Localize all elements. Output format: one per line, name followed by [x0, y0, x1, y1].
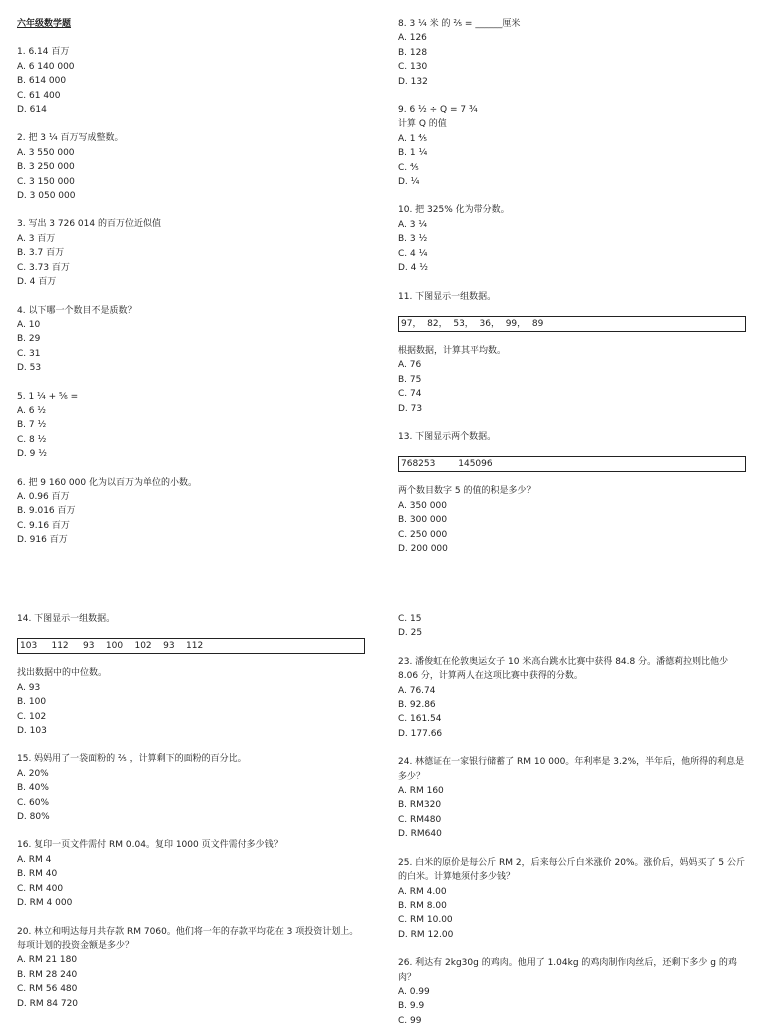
option: C. 3.73 百万 — [17, 262, 70, 273]
option: D. 25 — [398, 628, 423, 639]
option: D. RM 84 720 — [17, 998, 79, 1009]
option: C. 61 400 — [17, 90, 61, 101]
option: A. 76.74 — [398, 685, 436, 696]
option: A. 93 — [17, 682, 41, 693]
option: D. 177.66 — [398, 728, 443, 739]
question-text: 24. 林德证在一家银行储蓄了 RM 10 000。年利率是 3.2%，半年后，他所得的利息是多少？ — [398, 757, 745, 782]
option: B. RM320 — [398, 800, 442, 811]
option: C. 74 — [398, 389, 422, 400]
option: C. RM 400 — [17, 883, 64, 894]
option: B. 7 ¹⁄₂ — [17, 420, 47, 431]
question-3 — [17, 217, 367, 289]
option: D. 53 — [17, 363, 42, 374]
question-16 — [17, 838, 367, 910]
question-text: 8. 3 ¹⁄₄ 米 的 ²⁄₅ = ______厘米 — [398, 19, 521, 29]
question-14 — [17, 612, 367, 738]
option: C. 8 ¹⁄₂ — [17, 434, 47, 445]
option: D. 80% — [17, 812, 50, 823]
option: C. 130 — [398, 62, 428, 73]
option: B. 3 ¹⁄₂ — [398, 234, 428, 245]
option: B. 614 000 — [17, 76, 67, 87]
option: A. 6 ¹⁄₂ — [17, 405, 47, 416]
question-text: 1. 6.14 百万 — [17, 47, 70, 58]
option: A. 3 ¹⁄₄ — [398, 219, 428, 230]
option: A. 1 ⁴⁄₅ — [398, 133, 428, 144]
option: C. 60% — [17, 797, 50, 808]
option: D. 4 ¹⁄₂ — [398, 263, 428, 274]
option: A. RM 160 — [398, 786, 444, 797]
option: A. RM 21 180 — [17, 955, 78, 966]
question-5 — [17, 390, 367, 462]
option: C. 99 — [398, 1015, 422, 1026]
question-20 — [17, 925, 367, 1011]
option: A. 10 — [17, 319, 41, 330]
carryover-options — [398, 612, 748, 641]
option: C. RM 10.00 — [398, 915, 453, 926]
option: B. 9.016 百万 — [17, 506, 76, 517]
question-text: 14. 下图显示一组数据。 — [17, 614, 116, 624]
option: D. 103 — [17, 726, 47, 737]
option: D. 4 百万 — [17, 277, 57, 288]
option: B. 29 — [17, 334, 41, 345]
option: D. 73 — [398, 403, 423, 414]
question-text: 5. 1 ¹⁄₄ + ⁵⁄₆ = — [17, 391, 79, 402]
question-15 — [17, 752, 367, 824]
option: B. RM 8.00 — [398, 900, 447, 911]
data-box: 103 112 93 100 102 93 112 — [17, 638, 365, 654]
question-10 — [398, 203, 748, 275]
page1-left-column — [17, 17, 367, 548]
option: B. 300 000 — [398, 515, 448, 526]
question-1 — [17, 45, 367, 117]
question-text: 10. 把 325% 化为带分数。 — [398, 205, 510, 216]
option: A. 20% — [17, 768, 49, 779]
question-text: 25. 白米的原价是每公斤 RM 2，后来每公斤白米涨价 20%。涨价后，妈妈买了 5 公斤的白米。计算她须付多少钱？ — [398, 857, 745, 883]
question-text: 16. 复印一页文件需付 RM 0.04。复印 1000 页文件需付多少钱？ — [17, 840, 283, 851]
option: C. 102 — [17, 711, 47, 722]
option: B. RM 28 240 — [17, 969, 78, 980]
option: A. 126 — [398, 33, 427, 44]
worksheet-title: 六年级数学题 — [17, 19, 72, 29]
option: D. RM 4 000 — [17, 898, 73, 909]
question-9 — [398, 103, 748, 189]
question-text: 23. 潘俊虹在伦敦奥运女子 10 米高台跳水比赛中获得 84.8 分。潘德莉拉则比他少 8.06 分，计算两人在这项比赛中获得的分数。 — [398, 656, 729, 682]
option: D. 3 050 000 — [17, 191, 76, 202]
option: B. 128 — [398, 47, 428, 58]
question-text: 13. 下图显示两个数据。 — [398, 431, 497, 442]
question-25 — [398, 856, 748, 942]
option: C. RM480 — [398, 814, 442, 825]
question-text: 4. 以下哪一个数目不是质数？ — [17, 305, 137, 316]
option: C. 250 000 — [398, 529, 448, 540]
option: B. 40% — [17, 783, 49, 794]
question-subtext: 找出数据中的中位数。 — [17, 668, 108, 679]
option: B. 92.86 — [398, 700, 436, 711]
option: D. 200 000 — [398, 543, 448, 554]
option: A. 0.96 百万 — [17, 491, 70, 502]
option: B. 3 250 000 — [17, 162, 75, 173]
question-text: 20. 林立和明达每月共存款 RM 7060。他们将一年的存款平均花在 3 项投资计划上。每项计划的投资金额是多少？ — [17, 926, 359, 951]
question-text: 9. 6 ¹⁄₂ ÷ Q = 7 ³⁄₄ — [398, 105, 478, 116]
option: B. 100 — [17, 697, 47, 708]
option: A. 3 百万 — [17, 233, 56, 244]
option: C. 15 — [398, 614, 422, 624]
option: B. 1 ¹⁄₄ — [398, 148, 428, 159]
data-box: 97， 82， 53， 36， 99， 89 — [398, 316, 746, 332]
option: B. 75 — [398, 374, 422, 385]
option: D. 614 — [17, 105, 47, 116]
option: B. 9.9 — [398, 1001, 425, 1012]
option: A. 0.99 — [398, 986, 430, 997]
question-26 — [398, 956, 748, 1028]
question-text: 2. 把 3 ¹⁄₄ 百万写成整数。 — [17, 133, 124, 144]
option: D. 132 — [398, 76, 428, 87]
option: D. RM640 — [398, 829, 442, 840]
question-text: 15. 妈妈用了一袋面粉的 ²⁄₅ ，计算剩下的面粉的百分比。 — [17, 754, 247, 765]
question-text: 3. 写出 3 726 014 的百万位近似值 — [17, 219, 161, 230]
option: A. 3 550 000 — [17, 147, 75, 158]
page2-right-column — [398, 612, 748, 1028]
option: A. 6 140 000 — [17, 61, 75, 72]
option: C. 31 — [17, 348, 41, 359]
option: C. 3 150 000 — [17, 176, 75, 187]
question-4 — [17, 304, 367, 376]
question-subtext: 两个数目数字 5 的值的积是多少？ — [398, 486, 536, 497]
question-24 — [398, 755, 748, 841]
question-text: 6. 把 9 160 000 化为以百万为单位的小数。 — [17, 477, 197, 488]
question-2 — [17, 131, 367, 203]
question-23 — [398, 655, 748, 741]
option: A. RM 4 — [17, 854, 52, 865]
option: A. 350 000 — [398, 500, 447, 511]
page1-right-column — [398, 17, 748, 556]
option: C. 9.16 百万 — [17, 520, 70, 531]
question-text: 26. 利达有 2kg30g 的鸡肉。他用了 1.04kg 的鸡肉制作肉丝后，还剩下多少 g 的鸡肉？ — [398, 958, 737, 983]
option: C. ⁴⁄₅ — [398, 162, 419, 173]
question-11 — [398, 290, 748, 416]
question-8 — [398, 17, 748, 89]
option: D. 916 百万 — [17, 535, 68, 546]
question-subtext: 根据数据，计算其平均数。 — [398, 345, 507, 356]
question-6 — [17, 476, 367, 548]
option: B. 3.7 百万 — [17, 248, 65, 259]
question-subtext: 计算 Q 的值 — [398, 119, 447, 130]
option: C. RM 56 480 — [17, 984, 78, 995]
question-13 — [398, 430, 748, 556]
page2-left-column — [17, 612, 367, 1011]
option: D. RM 12.00 — [398, 929, 454, 940]
option: D. 9 ¹⁄₂ — [17, 449, 47, 460]
data-box: 768253 145096 — [398, 456, 746, 472]
option: C. 161.54 — [398, 714, 442, 725]
option: C. 4 ¹⁄₄ — [398, 248, 428, 259]
option: A. 76 — [398, 360, 422, 371]
option: A. RM 4.00 — [398, 886, 447, 897]
option: B. RM 40 — [17, 869, 58, 880]
question-text: 11. 下图显示一组数据。 — [398, 291, 497, 302]
option: D. ¹⁄₄ — [398, 177, 420, 188]
